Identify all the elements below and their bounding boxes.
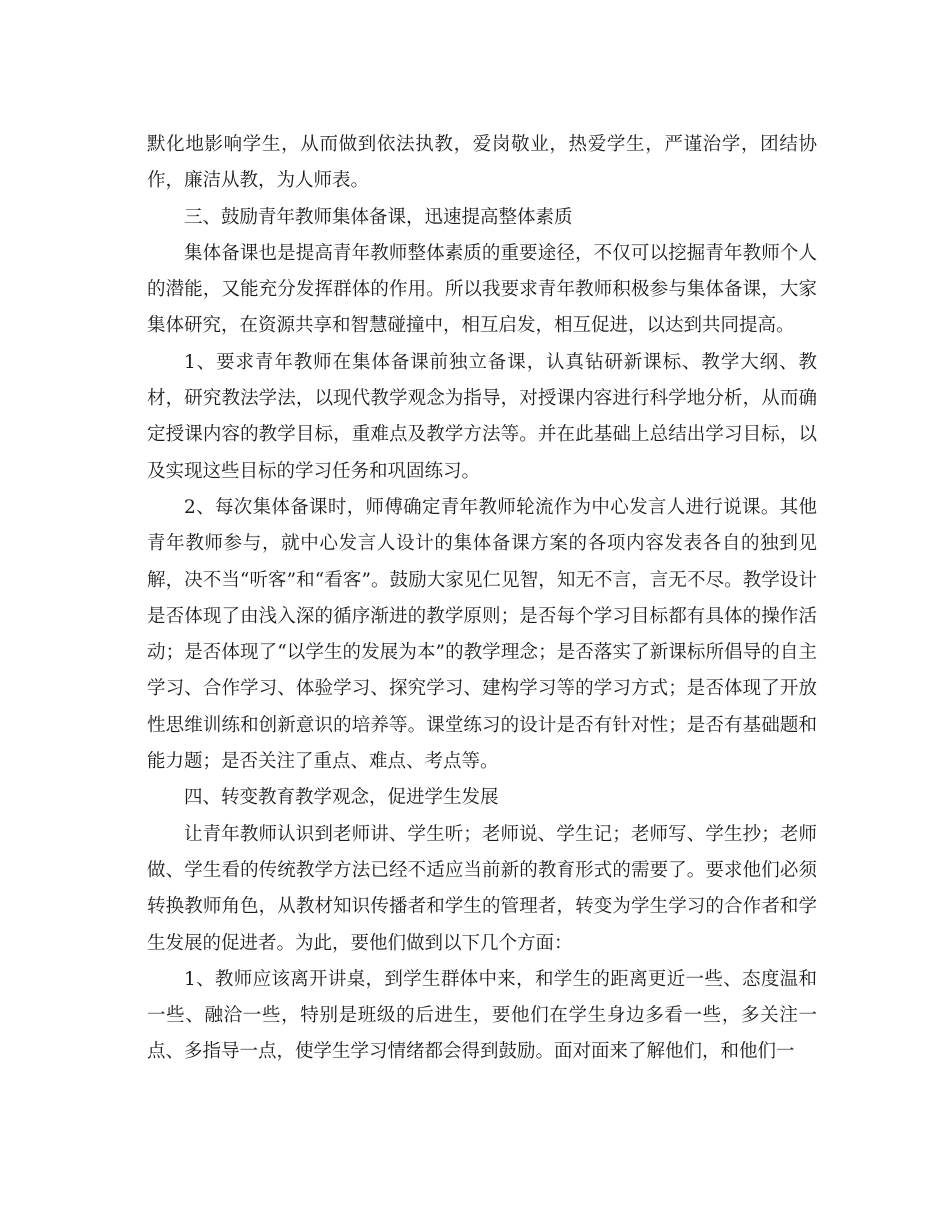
list-item-1: 1、教师应该离开讲桌，到学生群体中来，和学生的距离更近一些、态度温和一些、融洽一些，特别是班级的后进生，要他们在学生身边多看一些，多关注一点、多指导一点，使学生学习情绪都会得到鼓励。面对面来了解他们，和他们一 [147,968,817,1063]
document-body [147,127,817,1071]
section-heading-3: 三、鼓励青年教师集体备课，迅速提高整体素质 [184,206,573,228]
list-item-1: 1、要求青年教师在集体备课前独立备课，认真钻研新课标、教学大纲、教材，研究教法学法，以现代教学观念为指导，对授课内容进行科学地分析，从而确定授课内容的教学目标，重难点及教学方法等。并在此基础上总结出学习目标，以及实现这些目标的学习任务和巩固练习。 [147,351,817,482]
paragraph-continuation: 默化地影响学生，从而做到依法执教，爱岗敬业，热爱学生，严谨治学，团结协作，廉洁从教，为人师表。 [147,134,817,192]
list-item-2: 2、每次集体备课时，师傅确定青年教师轮流作为中心发言人进行说课。其他青年教师参与，就中心发言人设计的集体备课方案的各项内容发表各自的独到见解，决不当“听客”和“看客”。鼓励大家见仁见智，知无不言，言无不尽。教学设计是否体现了由浅入深的循序渐进的教学原则；是否每个学习目标都有具体的操作活动；是否体现了“以学生的发展为本”的教学理念；是否落实了新课标所倡导的自主学习、合作学习、体验学习、探究学习、建构学习等的学习方式；是否体现了开放性思维训练和创新意识的培养等。课堂练习的设计是否有针对性；是否有基础题和能力题；是否关注了重点、难点、考点等。 [147,496,817,773]
paragraph: 让青年教师认识到老师讲、学生听；老师说、学生记；老师写、学生抄；老师做、学生看的传统教学方法已经不适应当前新的教育形式的需要了。要求他们必须转换教师角色，从教材知识传播者和学生的管理者，转变为学生学习的合作者和学生发展的促进者。为此，要他们做到以下几个方面： [147,823,817,954]
paragraph: 集体备课也是提高青年教师整体素质的重要途径，不仅可以挖掘青年教师个人的潜能，又能充分发挥群体的作用。所以我要求青年教师积极参与集体备课，大家集体研究，在资源共享和智慧碰撞中，相互启发，相互促进，以达到共同提高。 [147,242,817,337]
section-heading-4: 四、转变教育教学观念，促进学生发展 [184,787,499,809]
